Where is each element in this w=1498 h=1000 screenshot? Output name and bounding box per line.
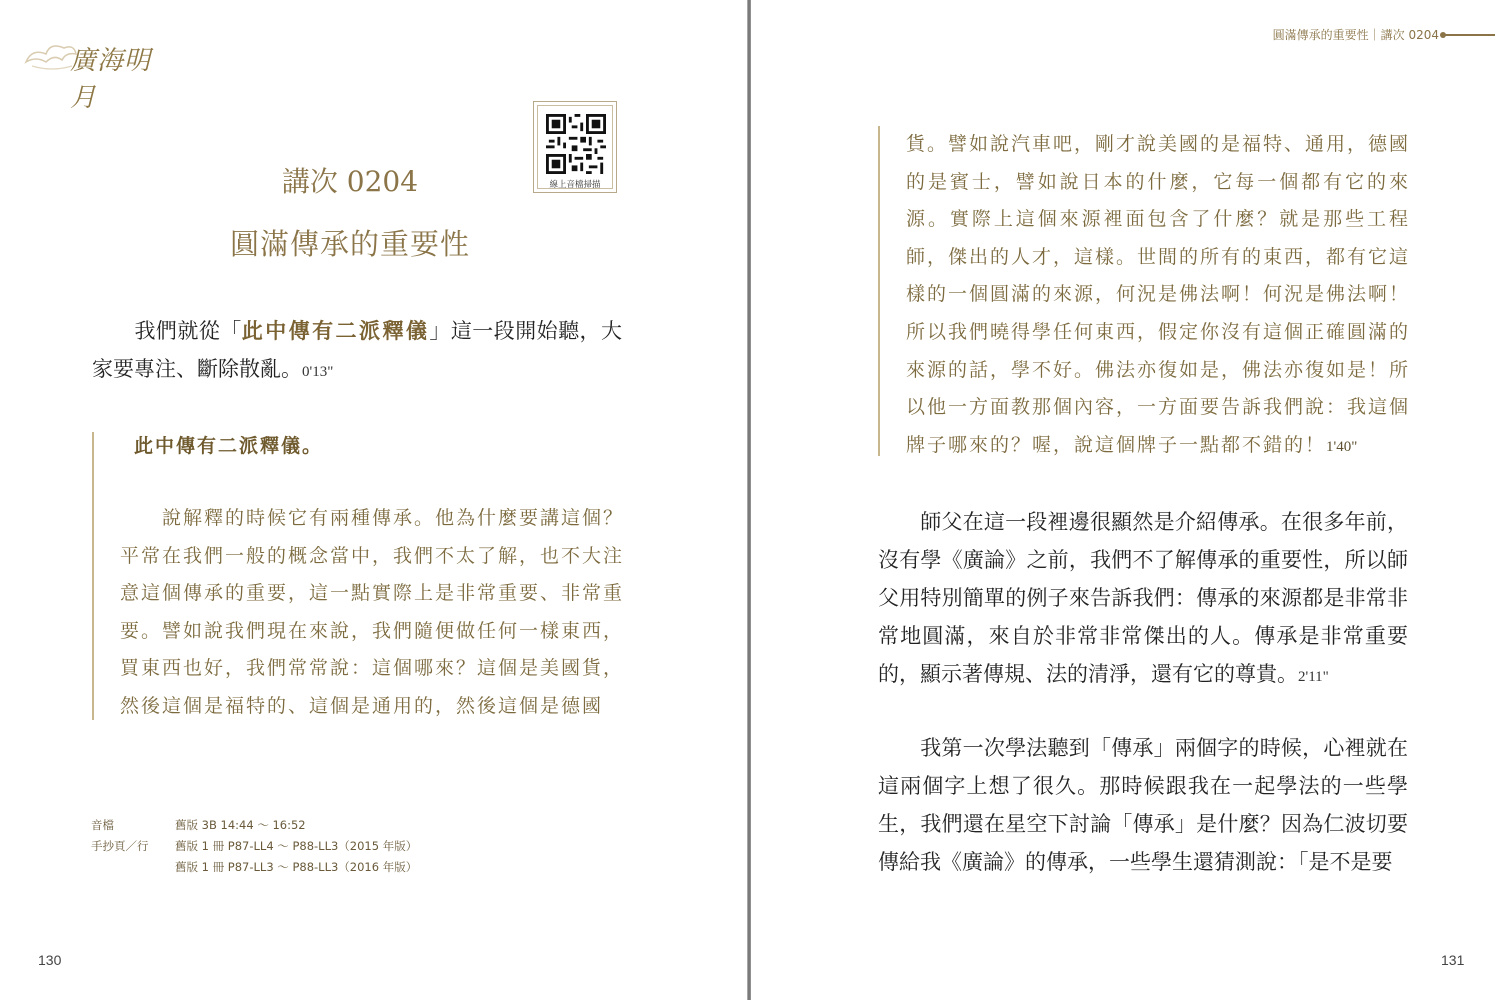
para1-text: 師父在這一段裡邊很顯然是介紹傳承。在很多年前，沒有學《廣論》之前，我們不了解傳承的重要性，所以師父用特別簡單的例子來告訴我們：傳承的來源都是非常非常地圓滿，來自於非常非常傑出的人。傳承是非常重要的，顯示著傳規、法的清淨，還有它的尊貴。: [878, 510, 1408, 686]
intro-timestamp: 0'13": [302, 364, 334, 380]
quote-body-right: 貨。譬如說汽車吧，剛才說美國的是福特、通用，德國的是賓士，譬如說日本的什麼，它每一個都有它的來源。實際上這個來源裡面包含了什麼？就是那些工程師，傑出的人才，這樣。世間的所有的東西，都有它這樣的一個圓滿的來源，何況是佛法啊！何況是佛法啊！所以我們曉得學任何東西，假定你沒有這個正確圓滿的來源的話，學不好。佛法亦復如是，佛法亦復如是！所以他一方面教那個內容，一方面要告訴我們說：我這個牌子哪來的？喔，說這個牌子一點都不錯的！: [906, 133, 1411, 456]
manuscript-label: 手抄頁／行: [91, 839, 149, 853]
running-header-text: 圓滿傳承的重要性｜講次 0204: [1272, 28, 1439, 42]
qr-label: 線上音檔掃描: [549, 180, 601, 190]
quote-body-left: 說解釋的時候它有兩種傳承。他為什麼要講這個？平常在我們一般的概念當中，我們不太了解，也不大注意這個傳承的重要，這一點實際上是非常重要、非常重要。譬如說我們現在來說，我們隨便做任何一樣東西，買東西也好，我們常常說：這個哪來？這個是美國貨，然後這個是福特的、這個是通用的，然後這個是德國: [120, 507, 625, 717]
manuscript-value-1: 舊版 1 冊 P87-LL4 ～ P88-LL3（2015 年版）: [175, 839, 418, 853]
page-number-right: 131: [1441, 952, 1465, 968]
left-page: [0, 0, 747, 1000]
intro-paragraph: [92, 312, 622, 391]
audio-value: 舊版 3B 14:44 ～ 16:52: [175, 818, 306, 832]
para2-text: 我第一次學法聽到「傳承」兩個字的時候，心裡就在這兩個字上想了很久。那時候跟我在一起學法的一些學生，我們還在星空下討論「傳承」是什麼？因為仁波切要傳給我《廣論》的傳承，一些學生還猜測說：「是不是要: [878, 736, 1408, 874]
lecture-title: 圓滿傳承的重要性: [229, 227, 470, 261]
manuscript-value-2: 舊版 1 冊 P87-LL3 ～ P88-LL3（2016 年版）: [175, 860, 418, 874]
quote-timestamp-right: 1'40": [1326, 438, 1358, 455]
logo-text: 廣海明月: [70, 46, 152, 113]
running-header: [1273, 26, 1495, 43]
right-page: [751, 0, 1498, 1000]
intro-after: 」這一段開始聽，大家要專注、斷除散亂。: [92, 319, 623, 381]
lecture-number: 講次 0204: [281, 165, 419, 198]
header-line-ornament: [1443, 34, 1495, 36]
page-number-left: 130: [38, 952, 62, 968]
quote-block-right: [878, 126, 1410, 456]
commentary-paragraph-1: [878, 503, 1408, 696]
quote-block-left: [92, 432, 624, 720]
logo: [22, 22, 162, 113]
para1-timestamp: 2'11": [1298, 669, 1329, 685]
source-meta: [91, 815, 417, 878]
intro-before: 我們就從「: [134, 319, 242, 343]
quote-heading: 此中傳有二派釋儀。: [134, 435, 324, 457]
audio-label: 音檔: [91, 818, 114, 832]
intro-highlight: 此中傳有二派釋儀: [241, 318, 430, 343]
commentary-paragraph-2: [878, 729, 1408, 881]
